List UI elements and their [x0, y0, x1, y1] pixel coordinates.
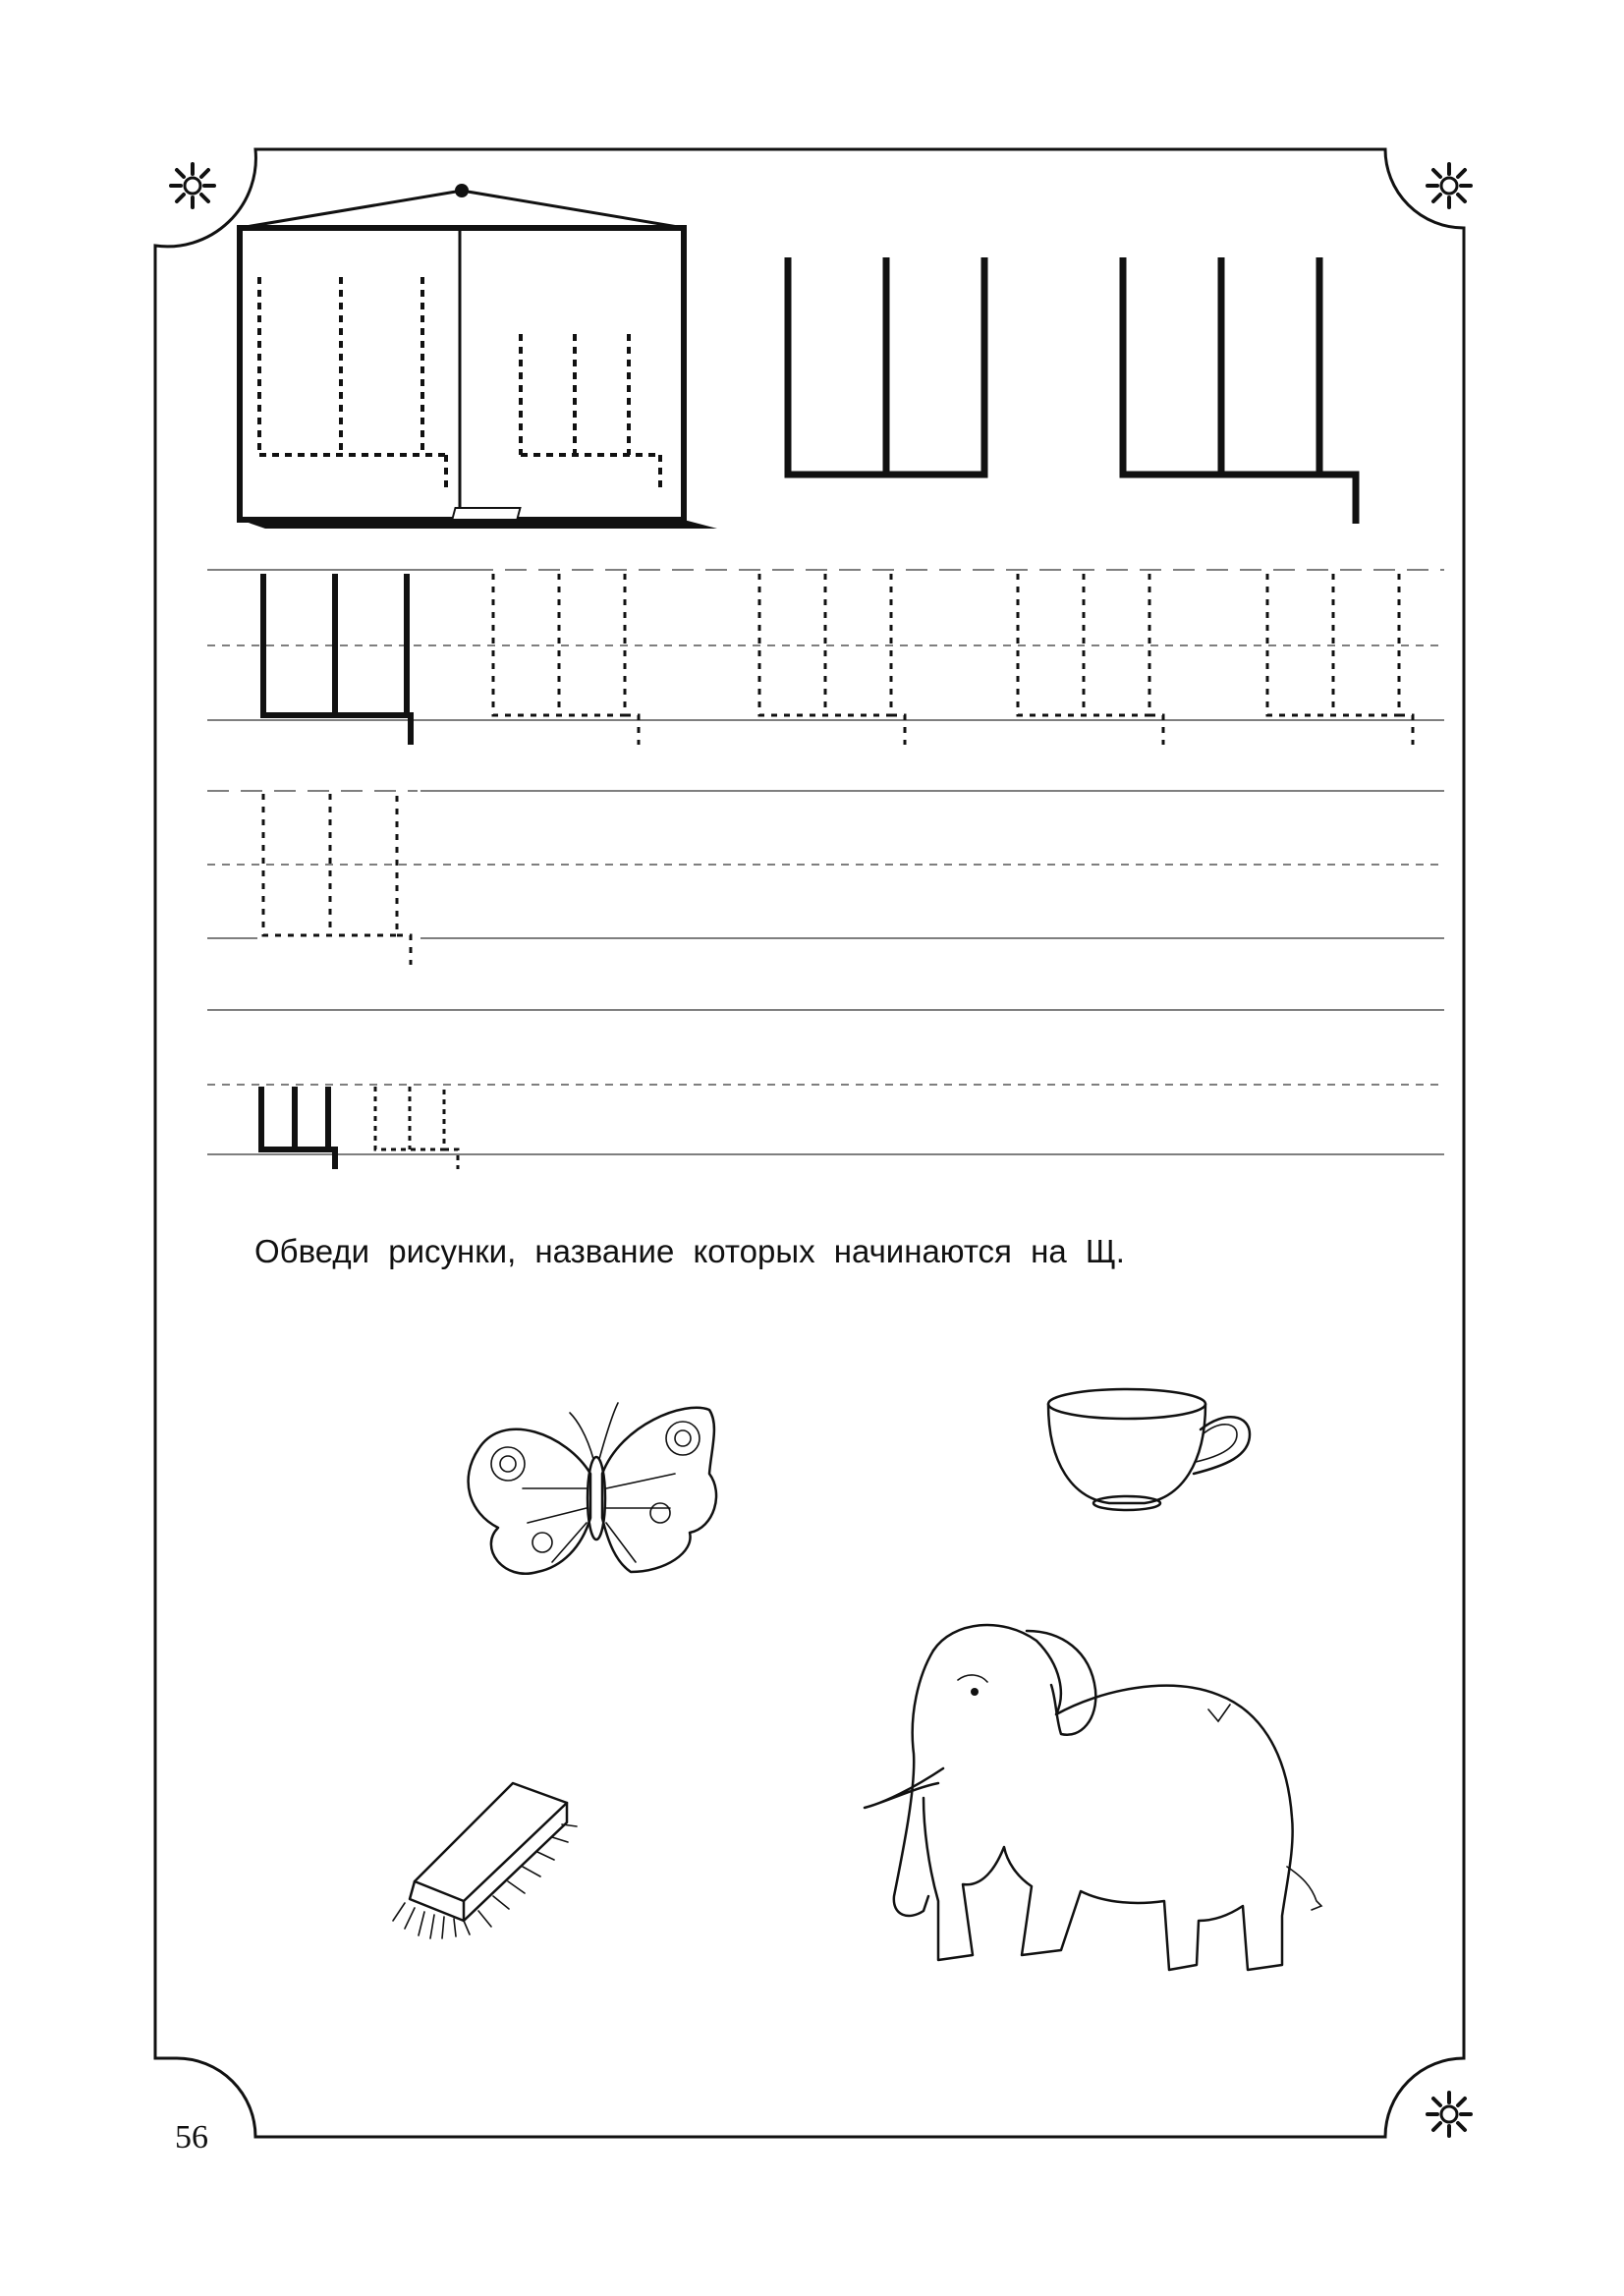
trace-letters-row-1: [493, 574, 1413, 745]
sample-letter-shcha: [263, 574, 411, 745]
letter-shcha-glyph: [1123, 257, 1356, 524]
brush-icon: [393, 1783, 577, 1938]
writing-line-2: [207, 791, 1444, 938]
sample-letter-shcha-small: [261, 1087, 335, 1169]
writing-line-1: [207, 564, 1449, 720]
letter-sha-glyph: [788, 257, 984, 475]
cup-icon: [1048, 1389, 1250, 1510]
writing-line-3: [207, 1010, 1444, 1154]
sun-ornament-icon: [1428, 164, 1471, 207]
chalkboard-icon: [240, 184, 717, 529]
butterfly-icon: [469, 1403, 716, 1574]
sun-ornament-icon: [171, 164, 214, 207]
page-frame: [155, 149, 1464, 2137]
trace-letter-small: [375, 1087, 458, 1169]
elephant-icon: [865, 1625, 1321, 1970]
page-number: 56: [175, 2119, 208, 2156]
sun-ornament-icon: [1428, 2093, 1471, 2136]
exercise-instruction: Обведи рисунки, название которых начинаются на Щ.: [254, 1233, 1125, 1269]
trace-letter-row-2: [263, 794, 411, 965]
